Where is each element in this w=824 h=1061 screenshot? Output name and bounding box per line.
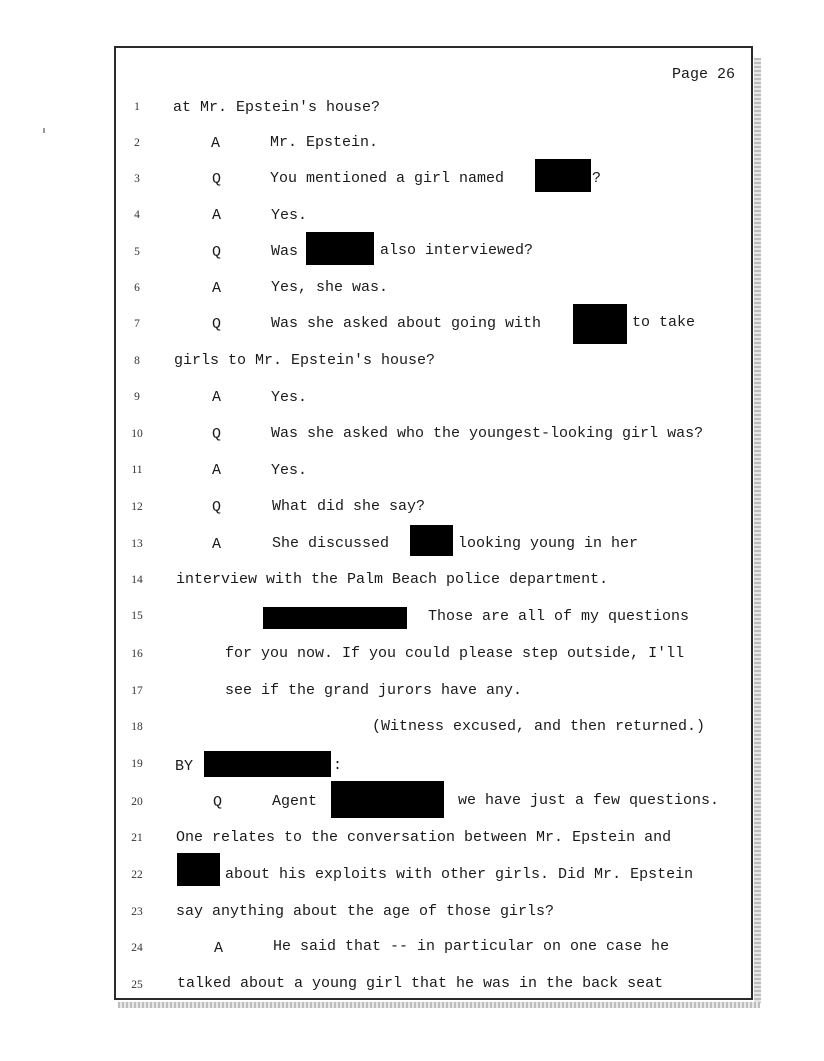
line-number: 2 bbox=[134, 137, 140, 149]
line-number: 17 bbox=[131, 685, 143, 697]
line-number: 7 bbox=[134, 318, 140, 330]
transcript-line: talked about a young girl that he was in the back seat bbox=[177, 975, 664, 992]
speaker-marker: A bbox=[212, 207, 222, 224]
line-number: 16 bbox=[131, 648, 143, 660]
speaker-marker: A bbox=[212, 462, 222, 479]
line-number: 18 bbox=[131, 721, 143, 733]
transcript-line: Agent bbox=[272, 793, 318, 810]
transcript-line-tail: ? bbox=[592, 170, 602, 187]
redaction-box bbox=[306, 232, 374, 265]
line-number: 8 bbox=[134, 355, 140, 367]
line-number: 11 bbox=[131, 464, 143, 476]
transcript-line: Was she asked who the youngest-looking girl was? bbox=[271, 425, 704, 442]
line-number: 1 bbox=[134, 101, 140, 113]
transcript-line: Yes, she was. bbox=[271, 279, 389, 296]
scan-edge-right bbox=[754, 58, 761, 1003]
speaker-marker: A bbox=[211, 135, 221, 152]
line-number: 4 bbox=[134, 209, 140, 221]
line-number: 5 bbox=[134, 246, 140, 258]
redaction-box bbox=[204, 751, 331, 777]
speaker-marker: A bbox=[212, 389, 222, 406]
transcript-line: see if the grand jurors have any. bbox=[225, 682, 523, 699]
speaker-marker: Q bbox=[212, 244, 222, 261]
speaker-marker: Q bbox=[212, 499, 222, 516]
redaction-box bbox=[410, 525, 453, 556]
speaker-marker: A bbox=[214, 940, 224, 957]
transcript-line: say anything about the age of those girls? bbox=[176, 903, 555, 920]
scan-edge-bottom bbox=[118, 1002, 760, 1008]
speaker-marker: Q bbox=[213, 794, 223, 811]
speaker-marker: A bbox=[212, 280, 222, 297]
transcript-line: Mr. Epstein. bbox=[270, 134, 379, 151]
redaction-box bbox=[177, 853, 220, 886]
line-number: 25 bbox=[131, 979, 143, 991]
transcript-line-tail: : bbox=[333, 757, 343, 774]
line-number: 15 bbox=[131, 610, 143, 622]
speaker-marker: Q bbox=[212, 316, 222, 333]
transcript-line: at Mr. Epstein's house? bbox=[173, 99, 381, 116]
transcript-line: Was bbox=[271, 243, 299, 260]
transcript-line: You mentioned a girl named bbox=[270, 170, 505, 187]
speaker-marker: A bbox=[212, 536, 222, 553]
transcript-line-tail: we have just a few questions. bbox=[458, 792, 720, 809]
redaction-box bbox=[263, 607, 407, 629]
line-number: 24 bbox=[131, 942, 143, 954]
transcript-line: girls to Mr. Epstein's house? bbox=[174, 352, 436, 369]
line-number: 10 bbox=[131, 428, 143, 440]
transcript-line: One relates to the conversation between Mr. Epstein and bbox=[176, 829, 672, 846]
transcript-line-tail: to take bbox=[632, 314, 696, 331]
line-number: 22 bbox=[131, 869, 143, 881]
redaction-box bbox=[573, 304, 627, 344]
transcript-line: What did she say? bbox=[272, 498, 426, 515]
transcript-line: She discussed bbox=[272, 535, 390, 552]
line-number: 13 bbox=[131, 538, 143, 550]
transcript-line: BY bbox=[175, 758, 194, 775]
redaction-box bbox=[331, 781, 444, 818]
line-number: 3 bbox=[134, 173, 140, 185]
transcript-line: (Witness excused, and then returned.) bbox=[372, 718, 706, 735]
speaker-marker: Q bbox=[212, 171, 222, 188]
line-number: 19 bbox=[131, 758, 143, 770]
scan-speck bbox=[43, 128, 45, 133]
transcript-line: for you now. If you could please step outside, I'll bbox=[225, 645, 685, 662]
line-number: 23 bbox=[131, 906, 143, 918]
transcript-line: Yes. bbox=[271, 207, 308, 224]
transcript-line: Those are all of my questions bbox=[428, 608, 690, 625]
line-number: 21 bbox=[131, 832, 143, 844]
line-number: 9 bbox=[134, 391, 140, 403]
transcript-line: Yes. bbox=[271, 462, 308, 479]
transcript-line-tail: looking young in her bbox=[458, 535, 639, 552]
transcript-line-tail: also interviewed? bbox=[380, 242, 534, 259]
line-number: 12 bbox=[131, 501, 143, 513]
transcript-line: interview with the Palm Beach police department. bbox=[176, 571, 609, 588]
speaker-marker: Q bbox=[212, 426, 222, 443]
transcript-line: He said that -- in particular on one case he bbox=[273, 938, 670, 955]
transcript-line: Yes. bbox=[271, 389, 308, 406]
line-number: 14 bbox=[131, 574, 143, 586]
transcript-line: Was she asked about going with bbox=[271, 315, 542, 332]
redaction-box bbox=[535, 159, 591, 192]
page-number: Page 26 bbox=[672, 66, 736, 83]
line-number: 20 bbox=[131, 796, 143, 808]
transcript-line: about his exploits with other girls. Did Mr. Epstein bbox=[225, 866, 694, 883]
line-number: 6 bbox=[134, 282, 140, 294]
